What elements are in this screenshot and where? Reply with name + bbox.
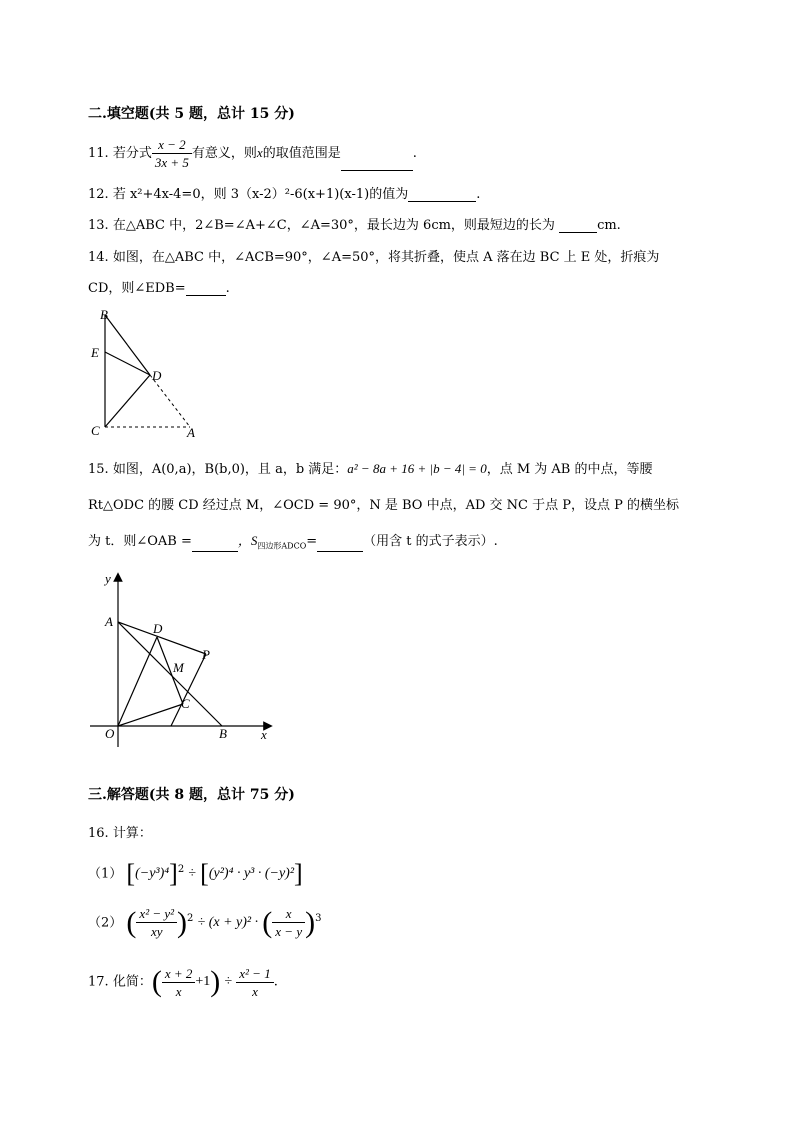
exponent: 3	[315, 913, 322, 924]
fraction-denominator: x	[175, 983, 182, 999]
question-number: 11.	[88, 146, 109, 161]
paren-close: )	[305, 905, 316, 939]
fraction-denominator: x	[252, 983, 258, 999]
segment-ab	[118, 622, 222, 726]
question-14-line2	[88, 277, 230, 296]
question-number: 16.	[88, 826, 109, 841]
question-number: 15.	[88, 462, 109, 477]
expression: ÷ (x + y)² ·	[197, 914, 259, 930]
operator: ÷	[188, 865, 197, 881]
punctuation: .	[476, 187, 481, 202]
question-15-line3	[88, 530, 498, 552]
paren-close: )	[177, 905, 188, 939]
answer-blank[interactable]	[559, 218, 597, 233]
segment-od	[118, 637, 157, 726]
question-text: 的取值范围是	[262, 146, 341, 161]
answer-blank-angle[interactable]	[192, 537, 238, 552]
question-text: 如图，在△ABC 中，∠ACB=90°，∠A=50°，将其折叠，使点 A 落在边 BC 上 E 处，折痕为	[112, 250, 660, 265]
bracket-close: ]	[169, 858, 178, 888]
question-number: 13.	[88, 218, 109, 233]
expression: (−y³)⁴	[135, 865, 170, 881]
fraction	[272, 905, 305, 940]
punctuation: .	[412, 146, 417, 161]
segment-cd	[105, 375, 150, 427]
section-title-solve: 三.解答题(共 8 题，总计 75 分)	[88, 787, 295, 803]
question-15-line1	[88, 458, 653, 477]
fraction	[152, 136, 192, 171]
answer-blank[interactable]	[408, 187, 476, 202]
label-a: A	[187, 425, 195, 440]
fraction-denominator: x − y	[275, 924, 303, 940]
bracket-close: ]	[294, 858, 303, 888]
fraction	[236, 965, 273, 1000]
fraction-numerator: x + 2	[162, 965, 196, 983]
area-symbol: ，S	[237, 533, 258, 548]
punctuation: .	[225, 281, 230, 296]
operator: ÷	[224, 974, 233, 989]
question-15-line2	[88, 494, 679, 513]
label-b: B	[219, 726, 227, 741]
figure-15-coordinate	[85, 565, 285, 750]
area-subscript: 四边形ADCO	[257, 541, 307, 551]
question-text: ，点 M 为 AB 的中点，等腰	[486, 462, 653, 477]
equation: a² − 8a + 16 + |b − 4| = 0	[347, 461, 487, 476]
question-text: 若分式	[112, 146, 152, 161]
question-16	[88, 822, 152, 841]
fraction-numerator: x	[272, 905, 305, 923]
question-text: 若 x²+4x-4=0，则 3（x-2）²-6(x+1)(x-1)的值为	[112, 187, 409, 202]
paren-open: (	[262, 905, 273, 939]
segment-bd	[105, 315, 150, 375]
question-number: 17.	[88, 974, 109, 990]
question-16-part2	[88, 895, 321, 943]
exponent: 2	[177, 864, 185, 875]
question-14-line1	[88, 246, 659, 265]
section-title-fill-blank: 二.填空题(共 5 题，总计 15 分)	[88, 106, 295, 122]
segment-ed	[105, 352, 150, 375]
question-13	[88, 214, 621, 233]
fraction-numerator: x² − 1	[236, 965, 273, 983]
question-number: 12.	[88, 187, 109, 202]
label-y: y	[105, 571, 111, 586]
label-e: E	[91, 345, 99, 360]
answer-blank[interactable]	[341, 156, 413, 171]
fraction-numerator: x² − y²	[136, 905, 177, 923]
answer-blank-area[interactable]	[317, 537, 363, 552]
question-11	[88, 136, 417, 171]
question-text: 计算：	[112, 826, 152, 841]
expression: (y²)⁴ · y³ · (−y)²	[208, 865, 295, 881]
expression: +1	[195, 974, 211, 989]
question-text: Rt△ODC 的腰 CD 经过点 M，∠OCD = 90°，N 是 BO 中点，AD 交 NC 于点 P，设点 P 的横坐标	[88, 498, 680, 513]
label-b: B	[100, 307, 108, 322]
fraction	[162, 965, 196, 1000]
paren-close: )	[210, 965, 221, 998]
label-m: M	[173, 660, 184, 675]
paren-open: (	[126, 905, 137, 939]
bracket-open: [	[200, 858, 209, 888]
question-16-part1	[88, 852, 303, 888]
label-d: D	[152, 368, 162, 383]
figure-14-triangle	[80, 300, 220, 445]
unit: cm.	[597, 218, 621, 233]
label-c: C	[91, 423, 100, 438]
fraction-denominator: xy	[150, 924, 163, 940]
question-12	[88, 183, 480, 202]
question-text: 为 t．则∠OAB =	[88, 534, 192, 549]
variable: x	[256, 145, 263, 160]
label-p: P	[202, 647, 210, 662]
question-number: 14.	[88, 250, 109, 265]
question-text: CD，则∠EDB=	[88, 281, 186, 296]
part-label: （1）	[88, 866, 123, 882]
answer-blank[interactable]	[186, 281, 226, 296]
label-a: A	[105, 614, 113, 629]
question-text: 在△ABC 中，2∠B=∠A+∠C，∠A=30°，最长边为 6cm，则最短边的长为	[112, 218, 555, 233]
paren-open: (	[151, 965, 162, 998]
question-text: （用含 t 的式子表示）.	[363, 534, 498, 549]
label-x: x	[261, 727, 267, 742]
fraction-denominator: 3x + 5	[154, 155, 189, 170]
fraction-numerator: x − 2	[152, 136, 192, 154]
label-d: D	[153, 621, 163, 636]
question-text: 有意义，则	[191, 146, 257, 161]
punctuation: .	[273, 974, 278, 990]
part-label: （2）	[88, 915, 123, 931]
label-o: O	[105, 726, 115, 741]
equals: =	[306, 534, 318, 549]
bracket-open: [	[126, 858, 136, 888]
question-text: 化简：	[112, 974, 152, 990]
exponent: 2	[187, 913, 194, 924]
fraction	[136, 905, 177, 940]
question-17	[88, 960, 278, 1004]
question-text: 如图，A(0,a)，B(b,0)，且 a，b 满足：	[112, 462, 348, 477]
label-c: C	[181, 696, 190, 711]
